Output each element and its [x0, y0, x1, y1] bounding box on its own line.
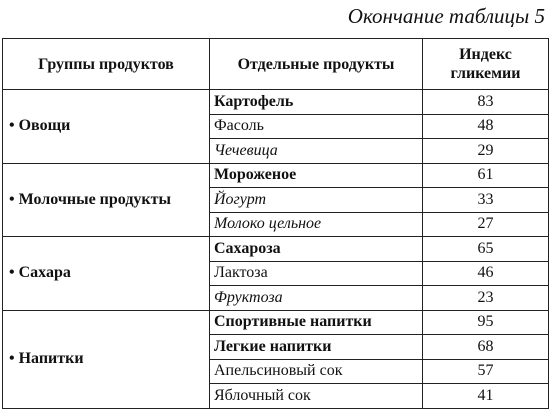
product-name: Йогурт — [210, 188, 423, 213]
header-row — [3, 39, 549, 90]
glycemic-index-table — [2, 38, 549, 409]
glycemic-index-value: 65 — [423, 237, 549, 262]
glycemic-index-value: 27 — [423, 212, 549, 237]
product-group-name: • Напитки — [3, 310, 210, 408]
table-body — [3, 90, 549, 409]
table-row — [3, 310, 549, 335]
product-group-name: • Молочные продукты — [3, 163, 210, 237]
product-name: Картофель — [210, 90, 423, 115]
product-name: Легкие напитки — [210, 335, 423, 360]
product-group-name: • Овощи — [3, 90, 210, 164]
table-row — [3, 163, 549, 188]
glycemic-index-value: 48 — [423, 114, 549, 139]
glycemic-index-value: 41 — [423, 384, 549, 409]
product-name: Лактоза — [210, 261, 423, 286]
table-header — [3, 39, 549, 90]
table-row — [3, 237, 549, 262]
glycemic-index-value: 33 — [423, 188, 549, 213]
glycemic-index-value: 95 — [423, 310, 549, 335]
header-index-line2: гликемии — [450, 65, 521, 82]
product-name: Сахароза — [210, 237, 423, 262]
glycemic-index-value: 61 — [423, 163, 549, 188]
glycemic-index-value: 83 — [423, 90, 549, 115]
product-name: Фасоль — [210, 114, 423, 139]
product-name: Фруктоза — [210, 286, 423, 311]
glycemic-index-value: 23 — [423, 286, 549, 311]
header-product-groups: Группы продуктов — [3, 39, 210, 90]
product-name: Чечевица — [210, 139, 423, 164]
glycemic-index-value: 57 — [423, 359, 549, 384]
product-name: Спортивные напитки — [210, 310, 423, 335]
glycemic-index-value: 29 — [423, 139, 549, 164]
product-name: Молоко цельное — [210, 212, 423, 237]
table-caption: Окончание таблицы 5 — [347, 4, 545, 28]
glycemic-index-value: 46 — [423, 261, 549, 286]
product-group-name: • Сахара — [3, 237, 210, 311]
glycemic-index-value: 68 — [423, 335, 549, 360]
header-individual-products: Отдельные продукты — [210, 39, 423, 90]
table-row — [3, 90, 549, 115]
product-name: Мороженое — [210, 163, 423, 188]
product-name: Яблочный сок — [210, 384, 423, 409]
product-name: Апельсиновый сок — [210, 359, 423, 384]
header-index-line1: Индекс — [459, 46, 512, 63]
header-glycemic-index — [423, 39, 549, 90]
